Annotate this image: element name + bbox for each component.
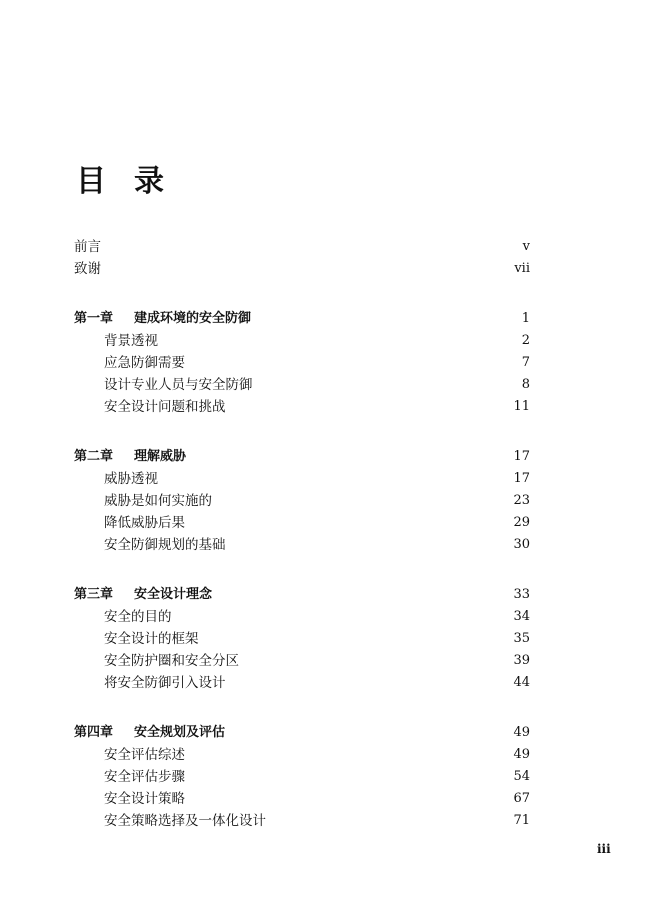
toc-section-label: 安全设计的框架 (104, 631, 199, 647)
toc-entry-page: 34 (513, 609, 530, 624)
toc-section-label: 设计专业人员与安全防御 (104, 377, 253, 393)
toc-section-label: 背景透视 (104, 333, 158, 349)
toc-section-label: 安全设计问题和挑战 (104, 399, 226, 415)
toc-section-label: 将安全防御引入设计 (104, 675, 226, 691)
page-title (76, 156, 164, 200)
toc-entry-label: 前言 (74, 239, 101, 255)
toc-section-label: 安全评估综述 (104, 747, 185, 763)
toc-entry-page: vii (514, 261, 530, 276)
toc-entry-label: 致谢 (74, 261, 101, 277)
toc-chapter-1[interactable] (74, 308, 534, 330)
toc-section-label: 安全设计策略 (104, 791, 185, 807)
toc-section-label: 安全的目的 (104, 609, 172, 625)
toc-entry-page: 35 (513, 631, 530, 646)
chapter-title: 安全设计理念 (134, 587, 213, 602)
toc-section[interactable] (74, 766, 534, 788)
toc-entry-page: 29 (513, 515, 530, 530)
toc-section[interactable] (74, 330, 534, 352)
toc-section-label: 威胁透视 (104, 471, 158, 487)
toc-entry-page: 33 (513, 587, 530, 602)
toc-entry-page: 54 (513, 769, 530, 784)
toc-entry-page: 49 (513, 747, 530, 762)
toc-section[interactable] (74, 352, 534, 374)
toc-section-label: 降低威胁后果 (104, 515, 185, 531)
toc-entry-preface[interactable] (74, 236, 534, 258)
toc-entry-page: 17 (513, 449, 530, 464)
toc-entry-page: 1 (521, 311, 530, 326)
page-title-char-2: 录 (134, 164, 164, 199)
toc-entry-page: 67 (513, 791, 530, 806)
toc-chapter-3[interactable] (74, 584, 534, 606)
toc-section[interactable] (74, 744, 534, 766)
toc-section-label: 安全防护圈和安全分区 (104, 653, 239, 669)
toc-chapter-2[interactable] (74, 446, 534, 468)
chapter-number: 第二章 (74, 449, 114, 464)
toc-section-label: 安全评估步骤 (104, 769, 185, 785)
toc-entry-page: 17 (513, 471, 530, 486)
toc-section[interactable] (74, 650, 534, 672)
chapter-title: 安全规划及评估 (134, 725, 226, 740)
toc-entry-page: 2 (521, 333, 530, 348)
toc-entry-page: v (522, 239, 530, 254)
toc-section[interactable] (74, 374, 534, 396)
toc-section[interactable] (74, 396, 534, 418)
toc-entry-acknowledgements[interactable] (74, 258, 534, 280)
toc-entry-page: 44 (513, 675, 530, 690)
chapter-title: 建成环境的安全防御 (134, 311, 252, 326)
toc-section[interactable] (74, 490, 534, 512)
toc-section-label: 安全防御规划的基础 (104, 537, 226, 553)
toc-section[interactable] (74, 512, 534, 534)
toc-section-label: 应急防御需要 (104, 355, 185, 371)
toc-entry-page: 71 (513, 813, 530, 828)
toc-entry-page: 49 (513, 725, 530, 740)
toc-section[interactable] (74, 606, 534, 628)
page-folio-number: iii (597, 842, 611, 856)
chapter-title: 理解威胁 (134, 449, 187, 464)
chapter-number: 第四章 (74, 725, 114, 740)
toc-section-label: 安全策略选择及一体化设计 (104, 813, 266, 829)
toc-entry-page: 7 (521, 355, 530, 370)
toc-section[interactable] (74, 672, 534, 694)
toc-section[interactable] (74, 628, 534, 650)
chapter-number: 第一章 (74, 311, 114, 326)
toc-entry-page: 23 (513, 493, 530, 508)
toc-entry-page: 39 (513, 653, 530, 668)
toc-section[interactable] (74, 534, 534, 556)
table-of-contents (74, 236, 534, 832)
toc-chapter-4[interactable] (74, 722, 534, 744)
page-title-char-1: 目 (76, 164, 106, 199)
toc-entry-page: 11 (513, 399, 530, 414)
toc-section[interactable] (74, 788, 534, 810)
toc-entry-page: 8 (521, 377, 530, 392)
toc-section-label: 威胁是如何实施的 (104, 493, 212, 509)
toc-section[interactable] (74, 468, 534, 490)
toc-section[interactable] (74, 810, 534, 832)
chapter-number: 第三章 (74, 587, 114, 602)
toc-entry-page: 30 (513, 537, 530, 552)
